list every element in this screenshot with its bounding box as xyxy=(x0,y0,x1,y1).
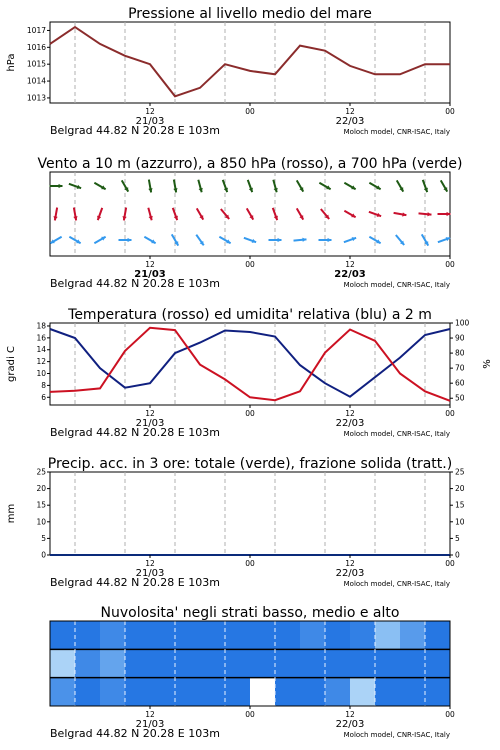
panel-2 xyxy=(37,156,462,290)
cloud-cell xyxy=(325,649,351,677)
cloud-cell xyxy=(375,621,401,649)
y-tick-label: 1014 xyxy=(26,76,46,86)
cloud-cell xyxy=(75,678,101,706)
cloud-cell xyxy=(300,621,326,649)
y-tick-label: 18 xyxy=(36,321,46,331)
cloud-cell xyxy=(225,678,251,706)
date-label: 22/03 xyxy=(335,116,365,127)
cloud-cell xyxy=(150,621,176,649)
wind-arrowhead xyxy=(59,184,63,188)
cloud-layer-1 xyxy=(50,621,451,649)
panel-4 xyxy=(6,456,465,589)
cloud-cell xyxy=(250,649,276,677)
cloud-cell xyxy=(125,621,151,649)
cloud-cell xyxy=(50,649,76,677)
chart-title: Vento a 10 m (azzurro), a 850 hPa (rosso), a 700 hPa (verde) xyxy=(37,156,463,172)
cloud-cell xyxy=(150,649,176,677)
location-label: Belgrad 44.82 N 20.28 E 103m xyxy=(50,124,220,137)
cloud-cell xyxy=(75,649,101,677)
cloud-cell xyxy=(400,678,426,706)
cloud-cell xyxy=(275,678,301,706)
x-tick-label: 00 xyxy=(245,409,255,418)
panel-frame xyxy=(50,472,450,555)
location-label: Belgrad 44.82 N 20.28 E 103m xyxy=(50,727,220,740)
wind-level-3 xyxy=(50,234,450,245)
cloud-cell xyxy=(350,649,376,677)
date-label: 21/03 xyxy=(135,116,165,127)
cloud-cell xyxy=(200,649,226,677)
cloud-cell xyxy=(200,678,226,706)
x-tick-label: 12 xyxy=(145,409,155,418)
y-axis-label: mm xyxy=(6,503,17,524)
cloud-cell xyxy=(125,649,151,677)
cloud-cell xyxy=(400,621,426,649)
wind-level-1 xyxy=(50,180,448,193)
cloud-cell xyxy=(275,621,301,649)
panel-1 xyxy=(6,6,455,137)
y-tick-label: 25 xyxy=(36,467,46,477)
date-label: 22/03 xyxy=(335,719,365,730)
x-tick-label: 12 xyxy=(345,559,355,568)
cloud-layer-3 xyxy=(50,678,451,706)
x-tick-label: 00 xyxy=(245,107,255,116)
model-credit: Moloch model, CNR-ISAC, Italy xyxy=(343,731,450,739)
y-tick-label: 15 xyxy=(455,500,465,510)
cloud-cell xyxy=(325,678,351,706)
pressure-line xyxy=(50,27,450,96)
wind-arrowhead xyxy=(302,238,306,242)
y-tick-label: 10 xyxy=(36,369,46,379)
cloud-cell xyxy=(175,621,201,649)
cloud-cell xyxy=(100,678,126,706)
date-label: 21/03 xyxy=(134,269,166,280)
y-tick-label: 90 xyxy=(455,333,465,343)
date-label: 21/03 xyxy=(135,719,165,730)
location-label: Belgrad 44.82 N 20.28 E 103m xyxy=(50,277,220,290)
date-label: 22/03 xyxy=(335,418,365,429)
chart-title: Nuvolosita' negli strati basso, medio e alto xyxy=(100,605,400,621)
cloud-cell xyxy=(425,621,451,649)
y-tick-label: 14 xyxy=(36,345,46,355)
cloud-cell xyxy=(375,649,401,677)
y-tick-label: 1017 xyxy=(26,25,46,35)
y-tick-label: 10 xyxy=(36,517,46,527)
model-credit: Moloch model, CNR-ISAC, Italy xyxy=(343,430,450,438)
cloud-cell xyxy=(350,621,376,649)
x-tick-label: 00 xyxy=(445,107,455,116)
cloud-cell xyxy=(300,649,326,677)
cloud-cell xyxy=(100,649,126,677)
cloud-cell xyxy=(250,621,276,649)
x-tick-label: 12 xyxy=(145,710,155,719)
x-tick-label: 00 xyxy=(245,710,255,719)
chart-title: Precip. acc. in 3 ore: totale (verde), frazione solida (tratt.) xyxy=(47,456,453,472)
x-tick-label: 00 xyxy=(445,260,455,269)
y-tick-label: 6 xyxy=(41,392,46,402)
date-label: 21/03 xyxy=(135,568,165,579)
x-tick-label: 00 xyxy=(445,559,455,568)
y-tick-label: 20 xyxy=(455,484,465,494)
y-tick-label: 10 xyxy=(455,517,465,527)
x-tick-label: 12 xyxy=(145,107,155,116)
x-tick-label: 12 xyxy=(345,107,355,116)
wind-arrowhead xyxy=(427,212,431,216)
x-tick-label: 00 xyxy=(245,559,255,568)
cloud-layer-2 xyxy=(50,649,451,677)
y-axis-label: gradi C xyxy=(6,346,17,382)
x-tick-label: 00 xyxy=(445,710,455,719)
date-label: 22/03 xyxy=(335,568,365,579)
y-tick-label: 5 xyxy=(455,533,460,543)
cloud-cell xyxy=(275,649,301,677)
y-tick-label: 16 xyxy=(36,333,46,343)
y-axis-label-right: % xyxy=(482,359,493,369)
chart-title: Pressione al livello medio del mare xyxy=(128,6,372,22)
cloud-cell xyxy=(175,649,201,677)
x-tick-label: 12 xyxy=(345,710,355,719)
model-credit: Moloch model, CNR-ISAC, Italy xyxy=(343,128,450,136)
panel-3 xyxy=(6,307,493,439)
cloud-cell xyxy=(375,678,401,706)
cloud-cell xyxy=(225,649,251,677)
location-label: Belgrad 44.82 N 20.28 E 103m xyxy=(50,426,220,439)
cloud-cell xyxy=(350,678,376,706)
panel-frame xyxy=(50,323,450,405)
panel-5 xyxy=(50,605,455,740)
y-tick-label: 100 xyxy=(455,318,470,328)
cloud-cell xyxy=(400,649,426,677)
cloud-cell xyxy=(200,621,226,649)
cloud-cell xyxy=(300,678,326,706)
humidity-line xyxy=(50,329,450,397)
x-tick-label: 00 xyxy=(245,260,255,269)
y-tick-label: 0 xyxy=(455,550,460,560)
cloud-cell xyxy=(125,678,151,706)
y-tick-label: 80 xyxy=(455,348,465,358)
y-tick-label: 8 xyxy=(41,380,46,390)
cloud-cell xyxy=(250,678,276,706)
cloud-cell xyxy=(100,621,126,649)
panel-frame xyxy=(50,22,450,103)
y-tick-label: 5 xyxy=(41,533,46,543)
cloud-cell xyxy=(75,621,101,649)
model-credit: Moloch model, CNR-ISAC, Italy xyxy=(343,281,450,289)
cloud-cell xyxy=(150,678,176,706)
y-tick-label: 12 xyxy=(36,357,46,367)
y-tick-label: 1016 xyxy=(26,42,46,52)
x-tick-label: 12 xyxy=(345,260,355,269)
model-credit: Moloch model, CNR-ISAC, Italy xyxy=(343,580,450,588)
cloud-cell xyxy=(175,678,201,706)
cloud-cell xyxy=(325,621,351,649)
y-axis-label: hPa xyxy=(6,53,17,72)
y-tick-label: 70 xyxy=(455,363,465,373)
cloud-cell xyxy=(225,621,251,649)
y-tick-label: 60 xyxy=(455,378,465,388)
y-tick-label: 0 xyxy=(41,550,46,560)
y-tick-label: 25 xyxy=(455,467,465,477)
y-tick-label: 15 xyxy=(36,500,46,510)
wind-arrowhead xyxy=(128,238,132,242)
y-tick-label: 50 xyxy=(455,393,465,403)
x-tick-label: 12 xyxy=(145,260,155,269)
x-tick-label: 12 xyxy=(145,559,155,568)
chart-title: Temperatura (rosso) ed umidita' relativa (blu) a 2 m xyxy=(68,307,432,323)
cloud-cell xyxy=(50,678,76,706)
x-tick-label: 12 xyxy=(345,409,355,418)
y-tick-label: 1015 xyxy=(26,59,46,69)
wind-arrowhead xyxy=(278,238,282,242)
y-tick-label: 1013 xyxy=(26,93,46,103)
cloud-cell xyxy=(425,649,451,677)
x-tick-label: 00 xyxy=(445,409,455,418)
location-label: Belgrad 44.82 N 20.28 E 103m xyxy=(50,576,220,589)
y-tick-label: 20 xyxy=(36,484,46,494)
date-label: 22/03 xyxy=(334,269,366,280)
wind-level-2 xyxy=(53,208,450,221)
cloud-cell xyxy=(50,621,76,649)
wind-arrowhead xyxy=(328,238,332,242)
date-label: 21/03 xyxy=(135,418,165,429)
cloud-cell xyxy=(425,678,451,706)
